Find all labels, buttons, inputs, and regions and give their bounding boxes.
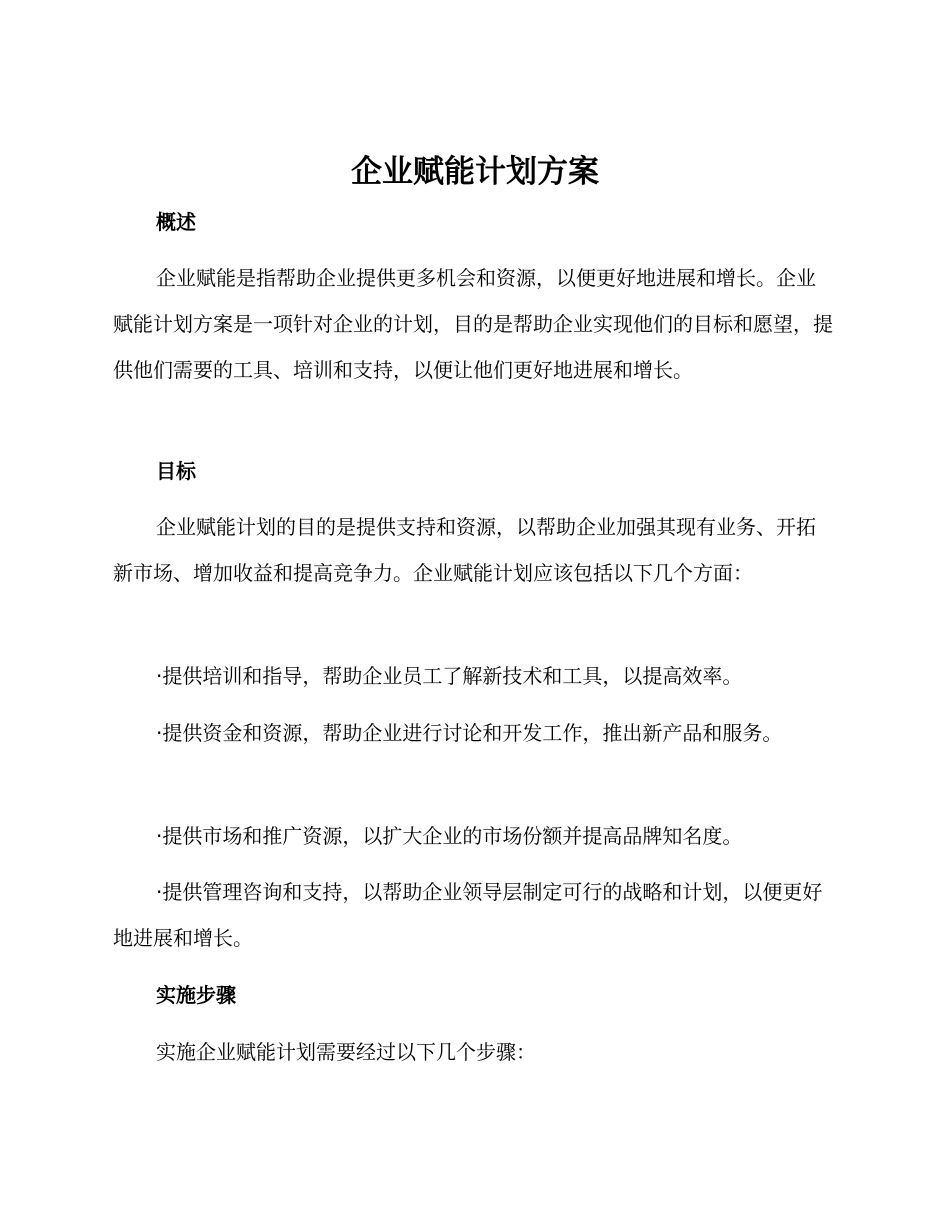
paragraph-goals: 企业赋能计划的目的是提供支持和资源，以帮助企业加强其现有业务、开拓新市场、增加收益和提高竞争力。企业赋能计划应该包括以下几个方面： xyxy=(113,515,816,585)
bullet-item-consulting: ·提供管理咨询和支持，以帮助企业领导层制定可行的战略和计划，以便更好地进展和增长。 xyxy=(113,880,823,950)
section-heading-steps: 实施步骤 xyxy=(156,983,236,1007)
paragraph-steps: 实施企业赋能计划需要经过以下几个步骤： xyxy=(156,1040,536,1064)
document-title: 企业赋能计划方案 xyxy=(351,154,599,190)
bullet-item-funding: ·提供资金和资源，帮助企业进行讨论和开发工作，推出新产品和服务。 xyxy=(156,721,783,745)
section-heading-overview: 概述 xyxy=(156,210,196,234)
bullet-item-training: ·提供培训和指导，帮助企业员工了解新技术和工具，以提高效率。 xyxy=(156,664,743,688)
section-heading-goals: 目标 xyxy=(156,459,196,483)
bullet-item-marketing: ·提供市场和推广资源，以扩大企业的市场份额并提高品牌知名度。 xyxy=(156,824,743,848)
paragraph-overview: 企业赋能是指帮助企业提供更多机会和资源，以便更好地进展和增长。企业赋能计划方案是一项针对企业的计划，目的是帮助企业实现他们的目标和愿望，提供他们需要的工具、培训和支持，以便让他们更好地进展和增长。 xyxy=(113,266,833,382)
